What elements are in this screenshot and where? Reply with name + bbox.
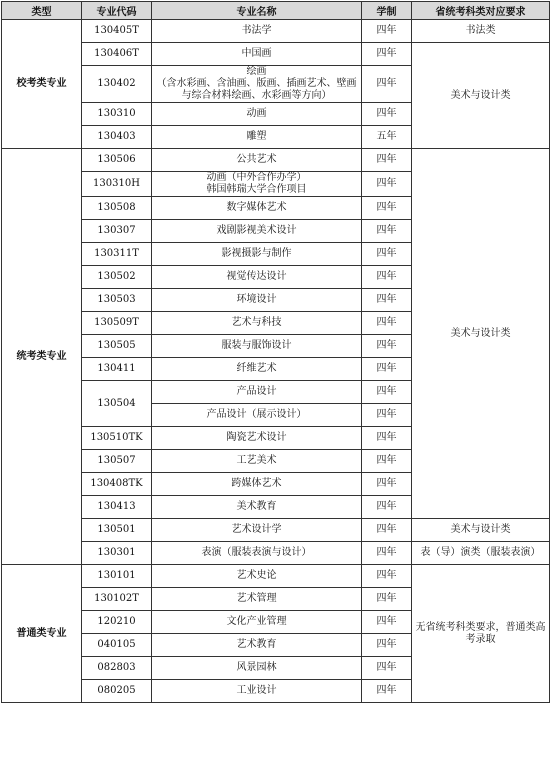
major-name: 绘画 （含水彩画、含油画、版画、插画艺术、壁画与综合材料绘画、水彩画等方向） — [152, 66, 362, 103]
major-duration: 四年 — [362, 220, 412, 243]
table-row — [2, 149, 550, 172]
major-code: 130502 — [82, 266, 152, 289]
major-code: 130507 — [82, 450, 152, 473]
major-name: 影视摄影与制作 — [152, 243, 362, 266]
major-code: 130402 — [82, 66, 152, 103]
major-duration: 四年 — [362, 657, 412, 680]
major-duration: 四年 — [362, 266, 412, 289]
major-name: 美术教育 — [152, 496, 362, 519]
major-name: 动画 — [152, 103, 362, 126]
major-name: 公共艺术 — [152, 149, 362, 172]
major-duration: 四年 — [362, 496, 412, 519]
table-row — [2, 20, 550, 43]
major-duration: 四年 — [362, 243, 412, 266]
group-label: 校考类专业 — [2, 20, 82, 149]
major-code: 130101 — [82, 565, 152, 588]
major-name: 视觉传达设计 — [152, 266, 362, 289]
major-duration: 四年 — [362, 289, 412, 312]
requirement-cell: 美术与设计类 — [412, 519, 550, 542]
major-name: 纤维艺术 — [152, 358, 362, 381]
major-code: 120210 — [82, 611, 152, 634]
major-name: 雕塑 — [152, 126, 362, 149]
major-duration: 四年 — [362, 680, 412, 703]
major-name: 艺术管理 — [152, 588, 362, 611]
group-label: 统考类专业 — [2, 149, 82, 565]
requirement-cell: 表（导）演类（服装表演） — [412, 542, 550, 565]
major-duration: 四年 — [362, 634, 412, 657]
header-requirement: 省统考科类对应要求 — [412, 2, 550, 20]
major-duration: 四年 — [362, 542, 412, 565]
requirement-cell: 美术与设计类 — [412, 149, 550, 519]
major-duration: 四年 — [362, 358, 412, 381]
major-code: 130403 — [82, 126, 152, 149]
major-duration: 四年 — [362, 197, 412, 220]
major-duration: 四年 — [362, 519, 412, 542]
major-name: 跨媒体艺术 — [152, 473, 362, 496]
major-duration: 四年 — [362, 565, 412, 588]
major-duration: 四年 — [362, 588, 412, 611]
major-code: 040105 — [82, 634, 152, 657]
header-type: 类型 — [2, 2, 82, 20]
major-name: 中国画 — [152, 43, 362, 66]
major-code: 130505 — [82, 335, 152, 358]
major-name: 表演（服装表演与设计） — [152, 542, 362, 565]
major-duration: 四年 — [362, 450, 412, 473]
requirement-cell: 美术与设计类 — [412, 43, 550, 149]
header-duration: 学制 — [362, 2, 412, 20]
major-duration: 四年 — [362, 149, 412, 172]
major-duration: 四年 — [362, 335, 412, 358]
requirement-cell: 书法类 — [412, 20, 550, 43]
major-code: 130503 — [82, 289, 152, 312]
major-name: 陶瓷艺术设计 — [152, 427, 362, 450]
major-code: 130411 — [82, 358, 152, 381]
major-duration: 四年 — [362, 381, 412, 404]
major-duration: 四年 — [362, 427, 412, 450]
table-row — [2, 565, 550, 588]
major-code: 130310 — [82, 103, 152, 126]
requirement-cell: 无省统考科类要求，普通类高考录取 — [412, 565, 550, 703]
major-code: 130311T — [82, 243, 152, 266]
major-code: 130102T — [82, 588, 152, 611]
major-name: 风景园林 — [152, 657, 362, 680]
major-name: 数字媒体艺术 — [152, 197, 362, 220]
table-row — [2, 519, 550, 542]
major-duration: 四年 — [362, 473, 412, 496]
major-code: 130501 — [82, 519, 152, 542]
major-code: 130310H — [82, 172, 152, 197]
major-code: 130307 — [82, 220, 152, 243]
major-duration: 四年 — [362, 43, 412, 66]
major-duration: 四年 — [362, 103, 412, 126]
table-row — [2, 542, 550, 565]
major-duration: 五年 — [362, 126, 412, 149]
major-code: 130301 — [82, 542, 152, 565]
major-name: 工业设计 — [152, 680, 362, 703]
major-name: 动画（中外合作办学） 韩国韩瑞大学合作项目 — [152, 172, 362, 197]
major-name: 艺术史论 — [152, 565, 362, 588]
major-code: 130509T — [82, 312, 152, 335]
major-code: 082803 — [82, 657, 152, 680]
majors-table — [1, 1, 550, 703]
major-code: 130504 — [82, 381, 152, 427]
major-name: 艺术与科技 — [152, 312, 362, 335]
major-duration: 四年 — [362, 172, 412, 197]
major-name: 工艺美术 — [152, 450, 362, 473]
major-name: 服装与服饰设计 — [152, 335, 362, 358]
major-name: 书法学 — [152, 20, 362, 43]
major-code: 130510TK — [82, 427, 152, 450]
major-duration: 四年 — [362, 404, 412, 427]
major-code: 130406T — [82, 43, 152, 66]
group-label: 普通类专业 — [2, 565, 82, 703]
major-name: 环境设计 — [152, 289, 362, 312]
major-duration: 四年 — [362, 66, 412, 103]
major-duration: 四年 — [362, 312, 412, 335]
header-code: 专业代码 — [82, 2, 152, 20]
major-name: 戏剧影视美术设计 — [152, 220, 362, 243]
major-name: 文化产业管理 — [152, 611, 362, 634]
header-name: 专业名称 — [152, 2, 362, 20]
major-code: 130508 — [82, 197, 152, 220]
major-duration: 四年 — [362, 611, 412, 634]
major-duration: 四年 — [362, 20, 412, 43]
major-name: 产品设计 — [152, 381, 362, 404]
major-name: 产品设计（展示设计） — [152, 404, 362, 427]
major-code: 130413 — [82, 496, 152, 519]
table-row — [2, 43, 550, 66]
major-code: 130506 — [82, 149, 152, 172]
major-code: 080205 — [82, 680, 152, 703]
header-row — [2, 2, 550, 20]
major-code: 130408TK — [82, 473, 152, 496]
major-name: 艺术设计学 — [152, 519, 362, 542]
major-code: 130405T — [82, 20, 152, 43]
major-name: 艺术教育 — [152, 634, 362, 657]
